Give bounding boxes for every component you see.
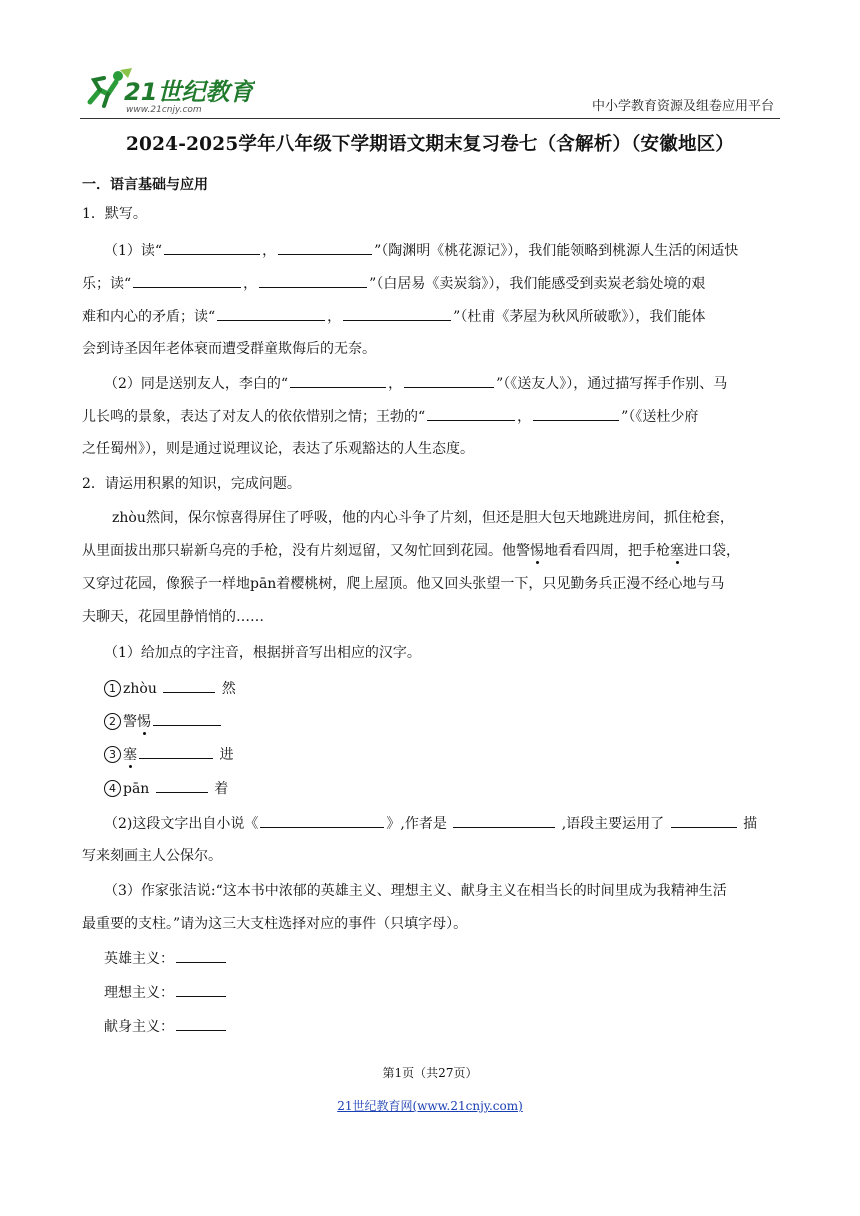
text: ”（陶渊明《桃花源记》），我们能领略到桃源人生活的闲适快 (374, 243, 739, 259)
answer-idealism (104, 982, 228, 1003)
text: （1）读“ (104, 243, 163, 259)
text: 着 (214, 781, 229, 797)
text: 进口袋， (684, 543, 740, 559)
q2-passage-line3: 又穿过花园，像猴子一样地pān着樱桃树，爬上屋顶。他又回头张望一下，只见勤务兵正漫不经心地与马 (82, 576, 725, 592)
answer-blank[interactable] (259, 273, 367, 288)
q1-p1-line2 (82, 273, 705, 294)
q2-sub2 (104, 813, 757, 834)
text: 难和内心的矛盾；读“ (82, 309, 216, 325)
q2-passage-line2 (82, 541, 740, 561)
text: 乐；读“ (82, 276, 132, 292)
text: 献身主义： (104, 1019, 174, 1035)
answer-blank[interactable] (176, 982, 226, 997)
dotted-char: 惕 (137, 714, 151, 730)
text: ”（《送杜少府 (621, 409, 699, 425)
text: 地看看四周，把手枪 (544, 543, 670, 559)
text: pān (123, 781, 150, 797)
q1-p2-line2 (82, 406, 698, 427)
section-heading: 一．语言基础与应用 (82, 177, 208, 193)
answer-blank[interactable] (217, 306, 325, 321)
q2-item4 (104, 778, 228, 799)
answer-blank[interactable] (404, 373, 494, 388)
answer-blank[interactable] (427, 406, 515, 421)
text: ， (243, 276, 258, 292)
circled-number: 4 (104, 780, 121, 797)
q1-p1-line1 (104, 240, 738, 261)
website-link[interactable]: 21世纪教育网(www.21cnjy.com) (337, 1099, 523, 1113)
text: zhòu (123, 681, 157, 697)
q1-stem: 1．默写。 (82, 206, 147, 222)
logo (80, 66, 255, 114)
text: ”（《送友人》），通过描写挥手作别、马 (496, 376, 728, 392)
text: （2）同是送别友人，李白的“ (104, 376, 289, 392)
circled-number: 1 (104, 680, 121, 697)
text: ”（白居易《卖炭翁》），我们能感受到卖炭老翁处境的艰 (369, 276, 706, 292)
q2-stem: 2．请运用积累的知识，完成问题。 (82, 476, 301, 492)
dotted-char: 塞 (123, 747, 137, 763)
page-header (80, 66, 780, 119)
text: ， (262, 243, 277, 259)
text: 英雄主义： (104, 951, 174, 967)
answer-heroism (104, 948, 228, 969)
q2-item1 (104, 678, 236, 699)
text: 》,作者是 (386, 816, 447, 832)
svg-text:www.21cnjy.com: www.21cnjy.com (126, 105, 202, 114)
text: 从里面拔出那只崭新乌亮的手枪，没有片刻逗留，又匆忙回到花园。他警 (82, 543, 530, 559)
answer-blank[interactable] (343, 306, 451, 321)
q2-item3 (104, 744, 233, 765)
svg-text:21世纪教育: 21世纪教育 (124, 78, 254, 106)
text: 理想主义： (104, 985, 174, 1001)
circled-number: 3 (104, 746, 121, 763)
text: ， (517, 409, 532, 425)
circled-number: 2 (104, 713, 121, 730)
q1-p2-line1 (104, 373, 727, 394)
text: （2)这段文字出自小说《 (104, 816, 259, 832)
q2-sub3-line1: （3）作家张洁说:“这本书中浓郁的英雄主义、理想主义、献身主义在相当长的时间里成为我精神生活 (104, 883, 727, 899)
q1-p1-line3 (82, 306, 705, 327)
text: ， (327, 309, 342, 325)
page-number: 第1页（共27页） (382, 1066, 478, 1080)
answer-blank[interactable] (453, 813, 555, 828)
answer-blank[interactable] (278, 240, 372, 255)
text: 然 (221, 681, 236, 697)
answer-blank[interactable] (133, 273, 241, 288)
answer-blank[interactable] (139, 744, 213, 759)
q2-sub2-line2: 写来刻画主人公保尔。 (82, 848, 222, 864)
q1-p1-line4: 会到诗圣因年老体衰而遭受群童欺侮后的无奈。 (82, 341, 376, 357)
q1-p2-line3: 之任蜀州》），则是通过说理议论，表达了乐观豁达的人生态度。 (82, 441, 474, 457)
text: 警 (123, 714, 137, 730)
answer-blank[interactable] (533, 406, 619, 421)
answer-blank[interactable] (164, 240, 260, 255)
answer-blank[interactable] (290, 373, 386, 388)
dotted-char: 惕 (530, 543, 544, 559)
page-title: 2024-2025学年八年级下学期语文期末复习卷七（含解析）（安徽地区） (125, 134, 735, 155)
platform-name: 中小学教育资源及组卷应用平台 (591, 99, 774, 114)
answer-blank[interactable] (156, 778, 208, 793)
answer-dedication (104, 1016, 228, 1037)
answer-blank[interactable] (163, 678, 215, 693)
q2-item2 (104, 711, 223, 732)
footer-link-row (0, 1097, 860, 1114)
text: 儿长鸣的景象，表达了对友人的依依惜别之情；王勃的“ (82, 409, 426, 425)
text: ”（杜甫《茅屋为秋风所破歌》），我们能体 (453, 309, 706, 325)
text: 进 (219, 747, 234, 763)
answer-blank[interactable] (176, 1016, 226, 1031)
answer-blank[interactable] (176, 948, 226, 963)
q2-passage-line4: 夫聊天，花园里静悄悄的…… (82, 609, 264, 625)
answer-blank[interactable] (260, 813, 384, 828)
text: ,语段主要运用了 (561, 816, 665, 832)
answer-blank[interactable] (671, 813, 737, 828)
q2-passage-line1: zhòu然间，保尔惊喜得屏住了呼吸，他的内心斗争了片刻，但还是胆大包天地跳进房间，抓住枪套， (112, 510, 734, 526)
dotted-char: 塞 (670, 543, 684, 559)
runner-logo-icon (80, 66, 255, 114)
q2-sub1: （1）给加点的字注音，根据拼音写出相应的汉字。 (104, 645, 421, 661)
q2-sub3-line2: 最重要的支柱。”请为这三大支柱选择对应的事件（只填字母）。 (82, 916, 468, 932)
text: 描 (743, 816, 758, 832)
answer-blank[interactable] (153, 711, 221, 726)
text: ， (388, 376, 403, 392)
